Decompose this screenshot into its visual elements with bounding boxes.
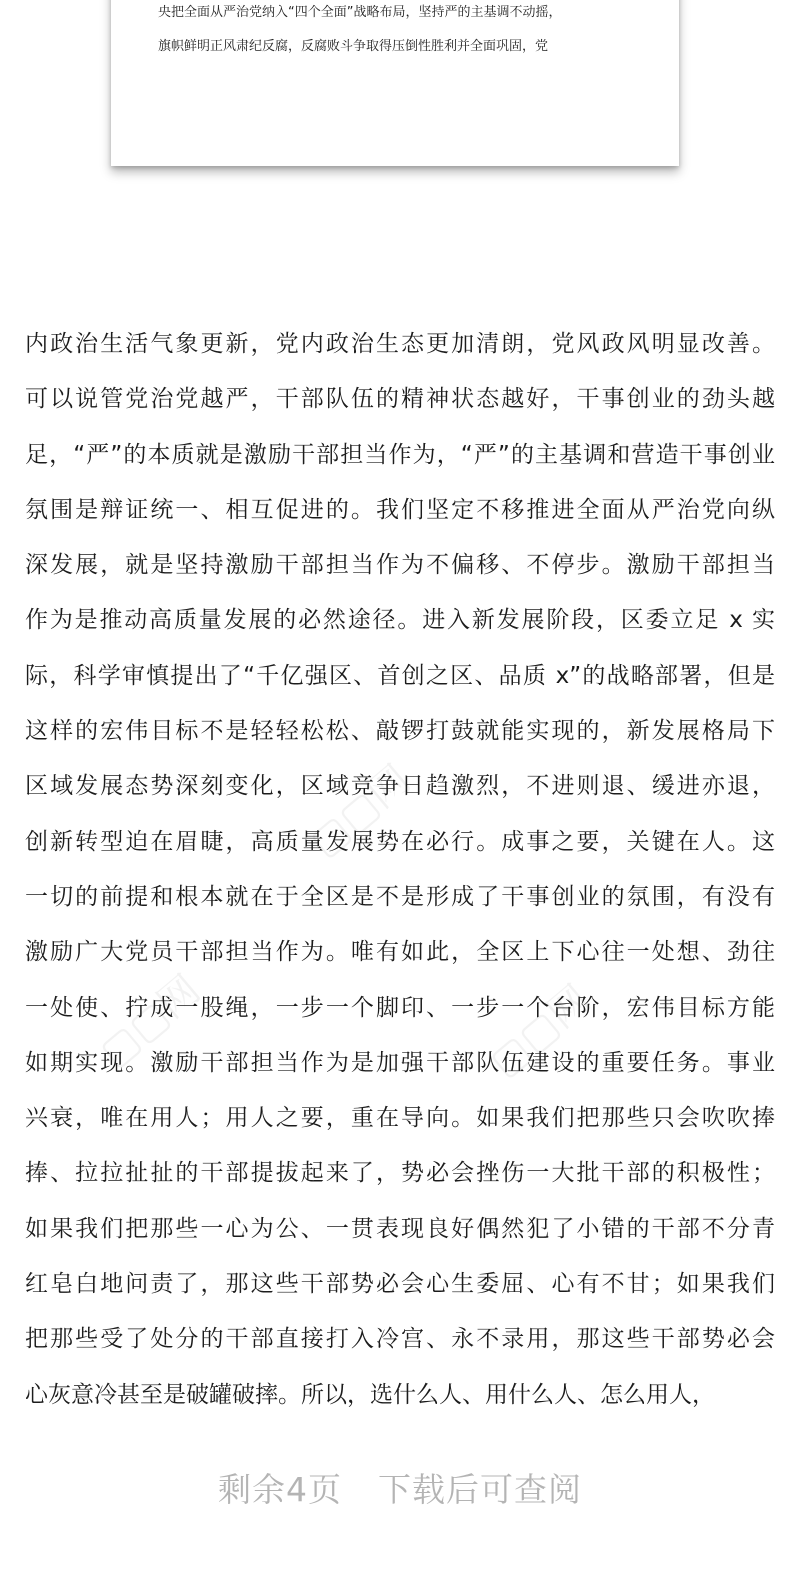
body-line: 一处使、拧成一股绳，一步一个脚印、一步一个台阶，宏伟目标方能 (25, 994, 775, 1021)
body-line: 深发展，就是坚持激励干部担当作为不偏移、不停步。激励干部担当 (25, 552, 775, 579)
body-line: 兴衰，唯在用人；用人之要，重在导向。如果我们把那些只会吹吹捧 (25, 1105, 775, 1132)
body-line: 捧、拉拉扯扯的干部提拔起来了，势必会挫伤一大批干部的积极性； (25, 1160, 775, 1187)
download-to-view-text: 下载后可查阅 (378, 1470, 582, 1509)
body-line: 红皂白地问责了，那这些干部势必会心生委屈、心有不甘；如果我们 (25, 1271, 775, 1298)
preview-page-card (111, 0, 679, 166)
body-line: 把那些受了处分的干部直接打入冷宫、永不录用，那这些干部势必会 (25, 1326, 775, 1353)
remaining-pages-text: 剩余4页 (218, 1470, 342, 1509)
watermark-mark: ▢▢网 (300, 756, 420, 866)
document-body (25, 322, 775, 1428)
body-line: 如果我们把那些一心为公、一贯表现良好偶然犯了小错的干部不分青 (25, 1215, 775, 1242)
body-line: 内政治生活气象更新，党内政治生态更加清朗，党风政风明显改善。 (25, 331, 775, 357)
body-line: 区域发展态势深刻变化，区域竞争日趋激烈，不进则退、缓进亦退， (25, 773, 775, 800)
body-line: 激励广大党员干部担当作为。唯有如此，全区上下心往一处想、劲往 (25, 939, 775, 966)
preview-line: 央把全面从严治党纳入“四个全面”战略布局，坚持严的主基调不动摇， (158, 5, 562, 20)
download-prompt[interactable] (0, 1468, 800, 1512)
body-line: 足，“严”的本质就是激励干部担当作为，“严”的主基调和营造干事创业 (25, 441, 775, 468)
body-line: 一切的前提和根本就在于全区是不是形成了干事创业的氛围，有没有 (25, 883, 775, 910)
body-line: 这样的宏伟目标不是轻轻松松、敲锣打鼓就能实现的，新发展格局下 (25, 718, 775, 745)
body-line: 氛围是辩证统一、相互促进的。我们坚定不移推进全面从严治党向纵 (25, 496, 775, 523)
body-line: 创新转型迫在眉睫，高质量发展势在必行。成事之要，关键在人。这 (25, 828, 775, 855)
watermark-mark: ▢▢网 (90, 966, 210, 1076)
body-line: 可以说管党治党越严，干部队伍的精神状态越好，干事创业的劲头越 (25, 386, 775, 413)
body-line: 如期实现。激励干部担当作为是加强干部队伍建设的重要任务。事业 (25, 1049, 775, 1076)
watermark-mark: ▢▢网 (480, 976, 600, 1086)
body-line: 作为是推动高质量发展的必然途径。进入新发展阶段，区委立足 x 实 (25, 607, 775, 634)
preview-line: 旗帜鲜明正风肃纪反腐，反腐败斗争取得压倒性胜利并全面巩固，党 (158, 39, 549, 54)
body-line: 际，科学审慎提出了“千亿强区、首创之区、品质 x”的战略部署，但是 (25, 662, 775, 689)
body-line: 心灰意冷甚至是破罐破摔。所以，选什么人、用什么人、怎么用人， (25, 1381, 715, 1408)
